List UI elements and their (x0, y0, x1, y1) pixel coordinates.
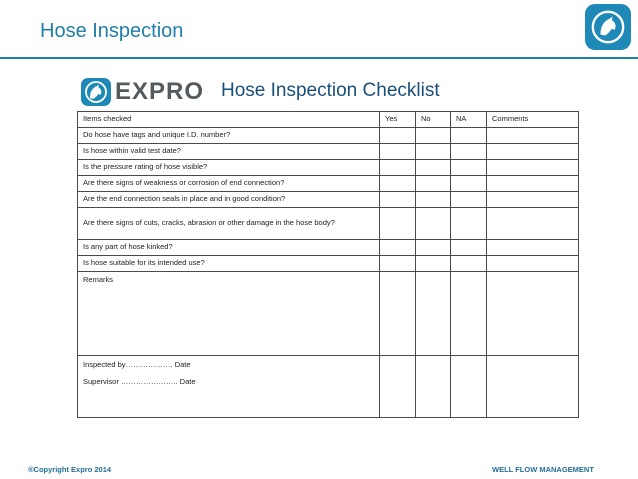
na-cell (451, 355, 487, 417)
item-question: Is the pressure rating of hose visible? (78, 159, 380, 175)
no-cell (416, 255, 451, 271)
table-row (78, 191, 579, 207)
item-question: Are there signs of cuts, cracks, abrasion or other damage in the hose body? (78, 207, 380, 239)
table-header-row (78, 112, 579, 128)
no-cell (416, 143, 451, 159)
yes-cell (380, 191, 416, 207)
na-cell (451, 143, 487, 159)
item-question: Is hose suitable for its intended use? (78, 255, 380, 271)
comments-cell (487, 355, 579, 417)
remarks-row (78, 271, 579, 355)
table-row (78, 175, 579, 191)
yes-cell (380, 207, 416, 239)
column-header: Comments (487, 112, 579, 128)
column-header: No (416, 112, 451, 128)
comments-cell (487, 175, 579, 191)
table-row (78, 239, 579, 255)
table-row (78, 143, 579, 159)
na-cell (451, 271, 487, 355)
na-cell (451, 255, 487, 271)
yes-cell (380, 355, 416, 417)
yes-cell (380, 143, 416, 159)
no-cell (416, 355, 451, 417)
yes-cell (380, 127, 416, 143)
yes-cell (380, 255, 416, 271)
stallion-head-icon (80, 77, 112, 107)
no-cell (416, 239, 451, 255)
item-question: Is any part of hose kinked? (78, 239, 380, 255)
expro-logo (80, 77, 210, 107)
comments-cell (487, 255, 579, 271)
column-header: Yes (380, 112, 416, 128)
na-cell (451, 175, 487, 191)
item-question: Do hose have tags and unique I.D. number? (78, 127, 380, 143)
inspected-by-line: Inspected by………………. Date (83, 359, 191, 369)
brand-name: EXPRO (115, 78, 205, 105)
na-cell (451, 191, 487, 207)
no-cell (416, 159, 451, 175)
table-row (78, 159, 579, 175)
comments-cell (487, 239, 579, 255)
supervisor-line: Supervisor ………………….. Date (83, 376, 196, 386)
no-cell (416, 191, 451, 207)
signoff-cell (78, 355, 380, 417)
stallion-head-icon (589, 8, 627, 46)
na-cell (451, 239, 487, 255)
no-cell (416, 175, 451, 191)
checklist-title: Hose Inspection Checklist (221, 80, 440, 101)
corner-logo (585, 4, 631, 50)
na-cell (451, 207, 487, 239)
column-header: Items checked (78, 112, 380, 128)
comments-cell (487, 127, 579, 143)
comments-cell (487, 207, 579, 239)
no-cell (416, 207, 451, 239)
item-question: Are there signs of weakness or corrosion of end connection? (78, 175, 380, 191)
na-cell (451, 127, 487, 143)
title-divider (0, 57, 638, 59)
item-question: Is hose within valid test date? (78, 143, 380, 159)
footer-copyright: ®Copyright Expro 2014 (28, 465, 112, 474)
yes-cell (380, 175, 416, 191)
remarks-label: Remarks (78, 271, 380, 355)
comments-cell (487, 159, 579, 175)
slide-title: Hose Inspection (40, 20, 184, 42)
comments-cell (487, 271, 579, 355)
yes-cell (380, 159, 416, 175)
table-row (78, 255, 579, 271)
yes-cell (380, 239, 416, 255)
column-header: NA (451, 112, 487, 128)
footer-tagline: WELL FLOW MANAGEMENT (492, 465, 594, 474)
comments-cell (487, 191, 579, 207)
item-question: Are the end connection seals in place and in good condition? (78, 191, 380, 207)
inspection-checklist-table (77, 111, 579, 418)
comments-cell (487, 143, 579, 159)
no-cell (416, 127, 451, 143)
table-row (78, 207, 579, 239)
signoff-row (78, 355, 579, 417)
table-row (78, 127, 579, 143)
no-cell (416, 271, 451, 355)
yes-cell (380, 271, 416, 355)
na-cell (451, 159, 487, 175)
